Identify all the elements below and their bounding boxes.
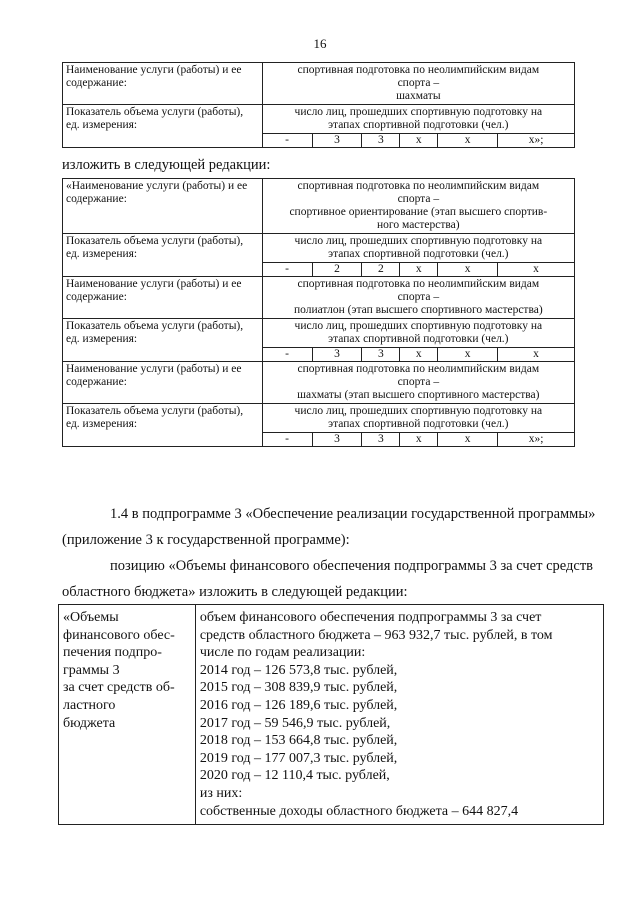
indicator-value: число лиц, прошедших спортивную подготовку на этапах спортивной подготовки (чел.) <box>262 404 574 433</box>
value-cell: х»; <box>498 433 575 447</box>
value-cell: х <box>438 263 498 277</box>
table-row <box>63 404 575 433</box>
table-row <box>63 63 575 105</box>
value-cell: - <box>262 134 312 148</box>
table-row <box>63 234 575 263</box>
value-cell: 3 <box>362 348 400 362</box>
indicator-value: число лиц, прошедших спортивную подготовку на этапах спортивной подготовки (чел.) <box>262 319 574 348</box>
value-cell: х <box>400 433 438 447</box>
value-cell: - <box>262 433 312 447</box>
indicator-value: число лиц, прошедших спортивную подготовку на этапах спортивной подготовки (чел.) <box>262 105 574 134</box>
service-name-label: Наименование услуги (работы) и ее содержание: <box>63 277 263 319</box>
value-cell: х <box>400 263 438 277</box>
service-name-label: Наименование услуги (работы) и ее содержание: <box>63 63 263 105</box>
value-cell: - <box>262 348 312 362</box>
value-cell: 3 <box>362 433 400 447</box>
table-row <box>63 277 575 319</box>
value-cell: 3 <box>362 134 400 148</box>
position-paragraph-line2: областного бюджета» изложить в следующей редакции: <box>62 584 408 600</box>
value-cell: х <box>400 348 438 362</box>
value-cell: 3 <box>312 134 362 148</box>
service-name-value: спортивная подготовка по неолимпийским видам спорта – шахматы (этап высшего спортивного мастерства) <box>262 362 574 404</box>
table-row <box>59 605 604 825</box>
value-cell: х»; <box>498 134 575 148</box>
value-cell: х <box>438 433 498 447</box>
top-service-table <box>62 62 575 148</box>
table-row <box>63 105 575 134</box>
service-name-label: «Наименование услуги (работы) и ее содержание: <box>63 179 263 234</box>
value-cell: 2 <box>362 263 400 277</box>
finance-label: «Объемы финансового обес- печения подпро- граммы 3 за счет средств об- ластного бюджета <box>59 605 196 825</box>
subprogram-paragraph-line2: (приложение 3 к государственной программе): <box>62 532 350 548</box>
subprogram-paragraph-line1: 1.4 в подпрограмме 3 «Обеспечение реализации государственной программы» <box>110 506 596 522</box>
service-name-label: Наименование услуги (работы) и ее содержание: <box>63 362 263 404</box>
service-name-value: спортивная подготовка по неолимпийским видам спорта – спортивное ориентирование (этап высшего спортив- ного мастерства) <box>262 179 574 234</box>
indicator-label: Показатель объема услуги (работы), ед. измерения: <box>63 105 263 148</box>
indicator-label: Показатель объема услуги (работы), ед. измерения: <box>63 404 263 447</box>
table-row <box>63 319 575 348</box>
position-paragraph-line1: позицию «Объемы финансового обеспечения подпрограммы 3 за счет средств <box>110 558 593 574</box>
table-row <box>63 179 575 234</box>
service-name-value: спортивная подготовка по неолимпийским видам спорта – полиатлон (этап высшего спортивного мастерства) <box>262 277 574 319</box>
value-cell: - <box>262 263 312 277</box>
value-cell: х <box>438 134 498 148</box>
value-cell: 3 <box>312 348 362 362</box>
finance-value: объем финансового обеспечения подпрограммы 3 за счет средств областного бюджета – 963 932,7 тыс. рублей, в том числе по годам реализации: 2014 год – 126 573,8 тыс. рублей, 2015 год – 308 839,9 тыс. рублей, 2016 год – 126 189,6 тыс. рублей, 2017 год – 59 546,9 тыс. рублей, 2018 год – 153 664,8 тыс. рублей, 2019 год – 177 007,3 тыс. рублей, 2020 год – 12 110,4 тыс. рублей, из них: собственные доходы областного бюджета – 644 827,4 <box>195 605 603 825</box>
value-cell: х <box>400 134 438 148</box>
indicator-value: число лиц, прошедших спортивную подготовку на этапах спортивной подготовки (чел.) <box>262 234 574 263</box>
indicator-label: Показатель объема услуги (работы), ед. измерения: <box>63 319 263 362</box>
value-cell: 3 <box>312 433 362 447</box>
indicator-label: Показатель объема услуги (работы), ед. измерения: <box>63 234 263 277</box>
table-row <box>63 362 575 404</box>
replacement-service-table <box>62 178 575 447</box>
finance-table <box>58 604 604 825</box>
value-cell: х <box>438 348 498 362</box>
value-cell: х <box>498 263 575 277</box>
page-number: 16 <box>313 36 327 51</box>
replace-instruction: изложить в следующей редакции: <box>62 157 271 173</box>
value-cell: х <box>498 348 575 362</box>
service-name-value: спортивная подготовка по неолимпийским видам спорта – шахматы <box>262 63 574 105</box>
value-cell: 2 <box>312 263 362 277</box>
